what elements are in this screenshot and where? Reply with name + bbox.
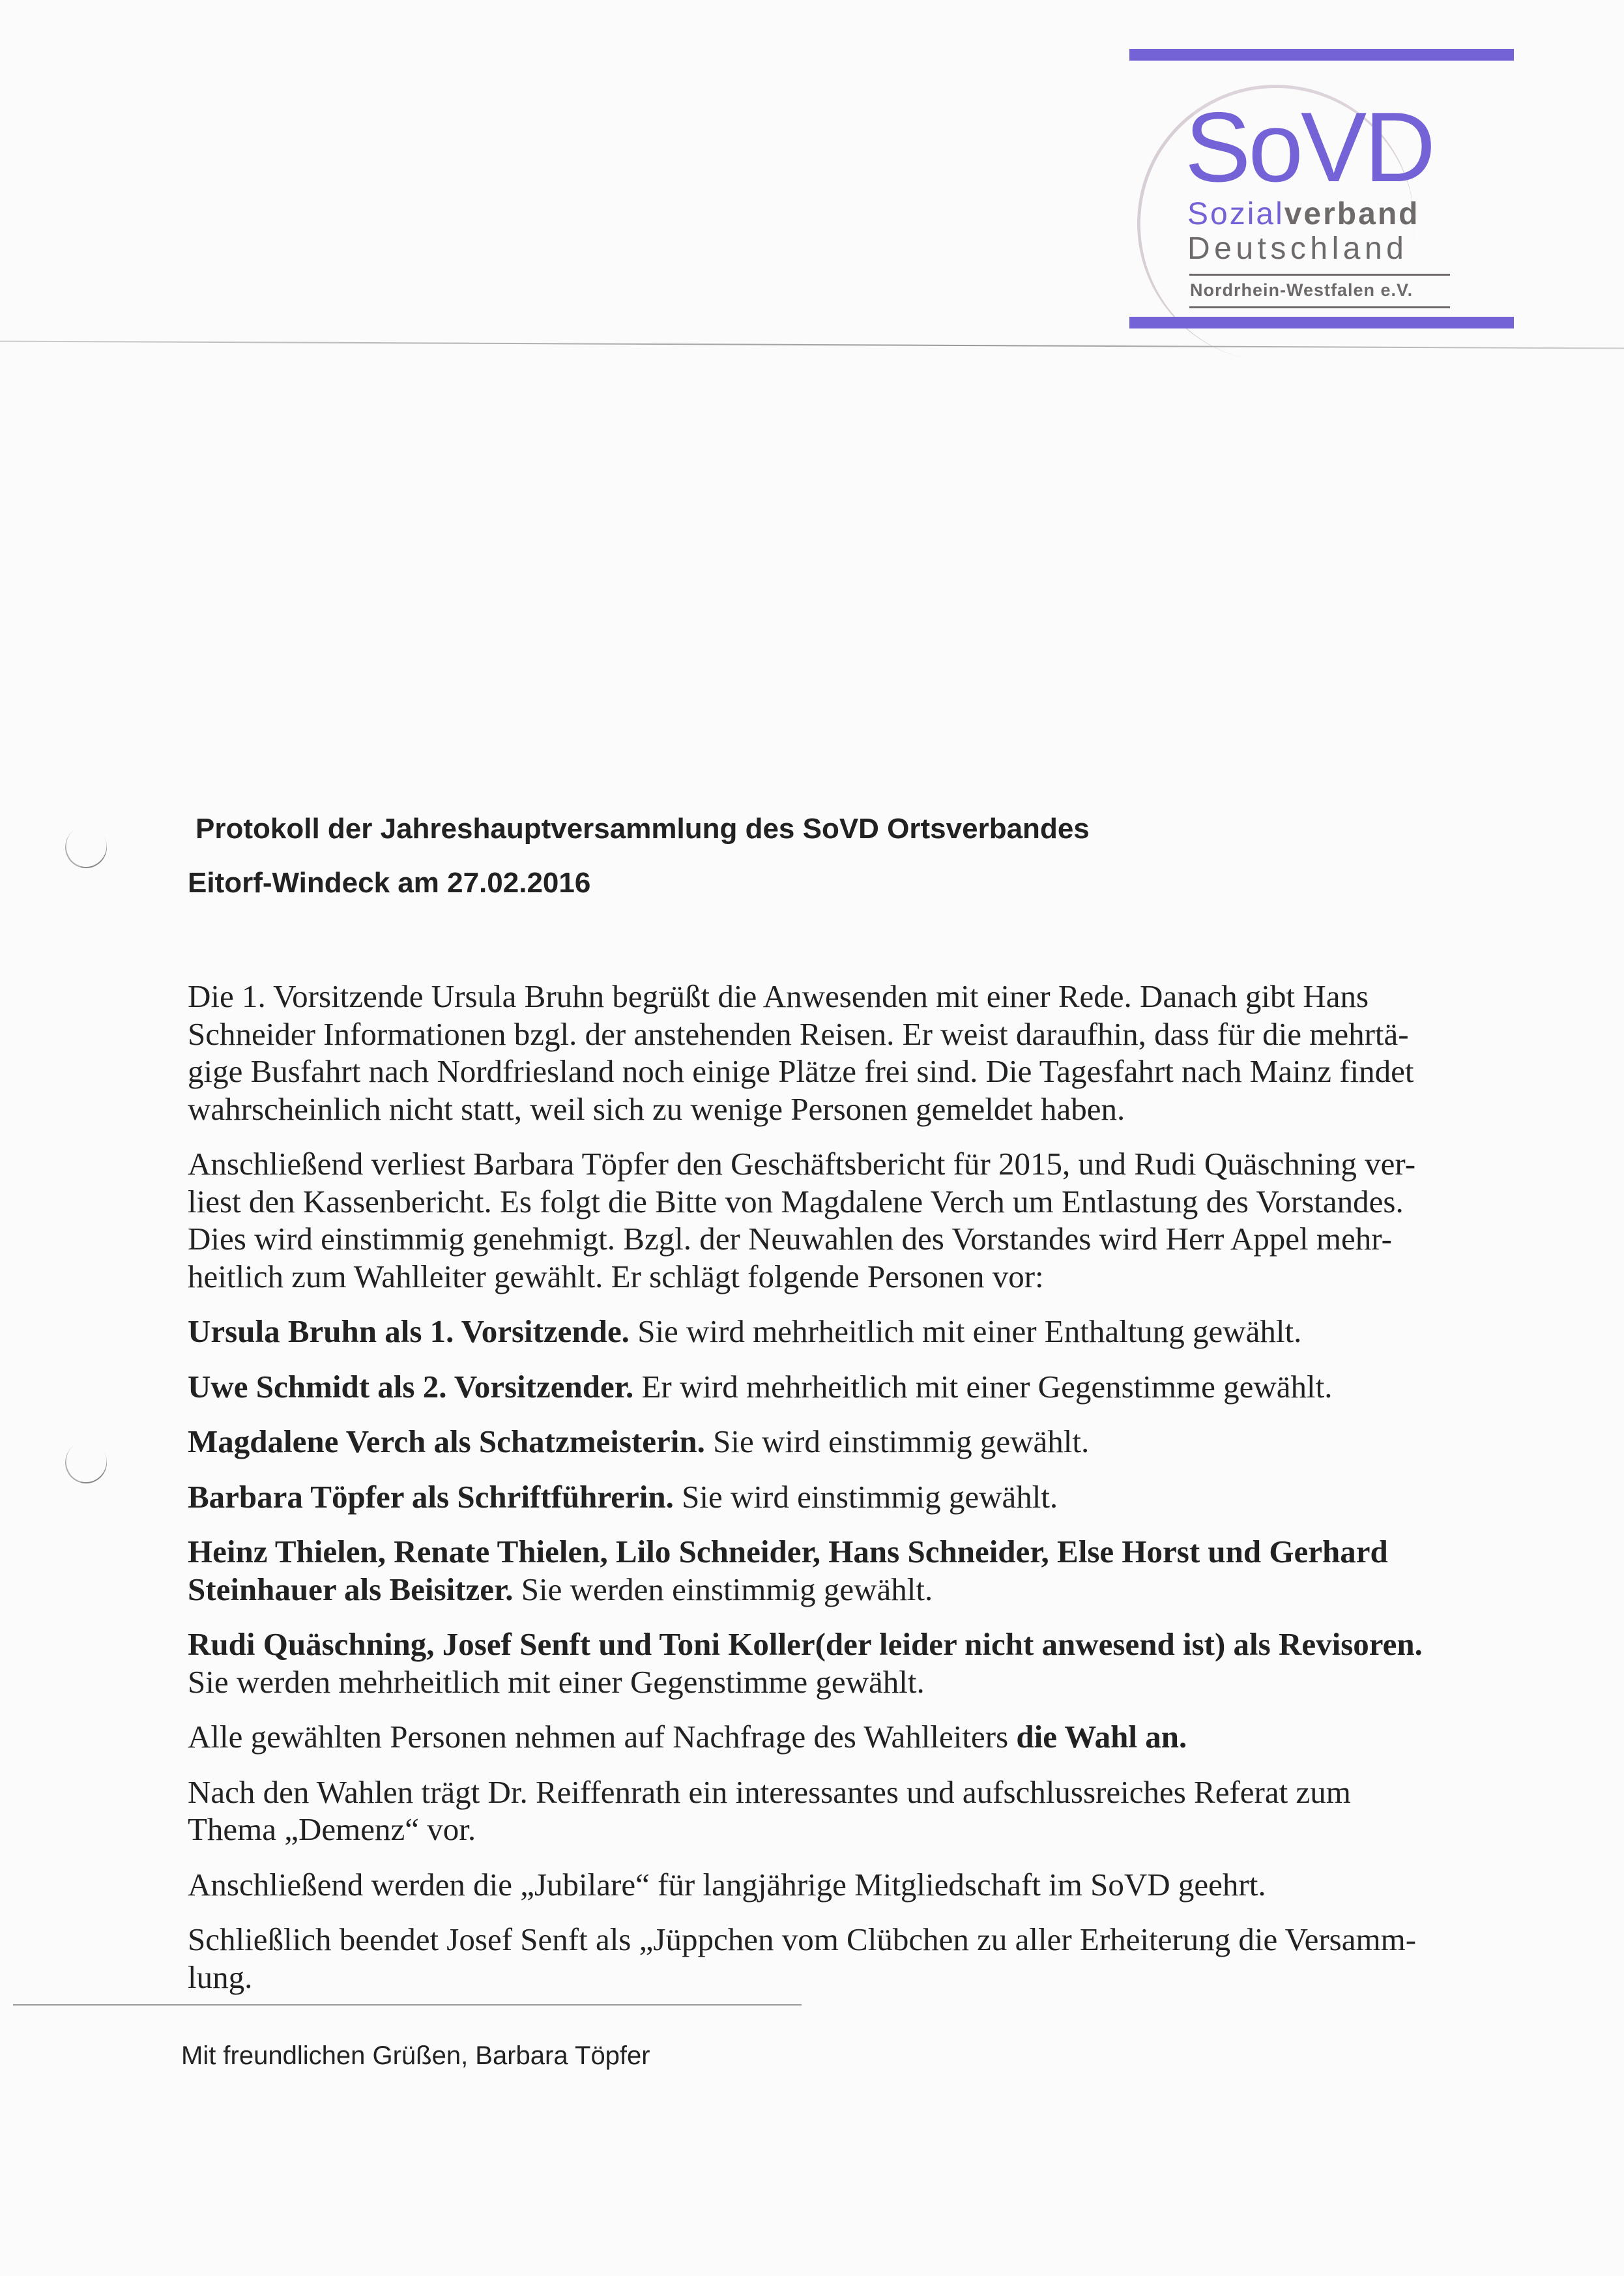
logo-rule-top bbox=[1189, 274, 1450, 276]
paragraph bbox=[188, 1718, 1491, 1756]
punch-hole-mark bbox=[57, 1434, 114, 1491]
text-line bbox=[188, 1773, 1491, 1811]
text: Sie wird einstimmig gewählt. bbox=[704, 1423, 1090, 1459]
text: Sie wird einstimmig gewählt. bbox=[673, 1478, 1058, 1515]
logo-abbreviation: SoVD bbox=[1185, 92, 1434, 203]
bold-text: Steinhauer als Beisitzer. bbox=[188, 1571, 514, 1607]
text-line bbox=[188, 1811, 1491, 1848]
text-line bbox=[188, 1921, 1491, 1959]
logo-top-bar bbox=[1129, 49, 1514, 61]
text: Nach den Wahlen trägt Dr. Reiffenrath ein interessantes und aufschlussreiches Referat zum bbox=[188, 1773, 1351, 1810]
text-line bbox=[188, 1090, 1491, 1128]
text-line bbox=[188, 978, 1491, 1015]
text: Schließlich beendet Josef Senft als „Jüppchen vom Clübchen zu aller Erheiterung die Versamm- bbox=[188, 1921, 1417, 1957]
text-line bbox=[188, 1663, 1491, 1701]
text: Anschließend werden die „Jubilare“ für langjährige Mitgliedschaft im SoVD geehrt. bbox=[188, 1866, 1266, 1903]
text-line bbox=[188, 1368, 1491, 1406]
logo-name-line1 bbox=[1187, 199, 1419, 230]
text-line bbox=[188, 1866, 1491, 1904]
logo-bottom-bar bbox=[1129, 317, 1514, 328]
logo-rule-bottom bbox=[1189, 306, 1450, 308]
text: wahrscheinlich nicht statt, weil sich zu wenige Personen gemeldet haben. bbox=[188, 1090, 1125, 1127]
text-line bbox=[188, 1478, 1491, 1516]
text-line bbox=[188, 1718, 1491, 1756]
paragraph bbox=[188, 1773, 1491, 1848]
paragraph bbox=[188, 1368, 1491, 1406]
text: lung. bbox=[188, 1959, 253, 1995]
text-line bbox=[188, 1423, 1491, 1461]
fold-line bbox=[0, 341, 1624, 349]
document-body bbox=[188, 978, 1491, 2013]
logo-name-line2: Deutschland bbox=[1187, 231, 1408, 266]
text: Alle gewählten Personen nehmen auf Nachfrage des Wahlleiters bbox=[188, 1719, 1017, 1755]
paragraph bbox=[188, 1921, 1491, 1996]
text: Sie werden einstimmig gewählt. bbox=[513, 1571, 933, 1607]
separator-line bbox=[13, 2004, 802, 2006]
text-line bbox=[188, 1145, 1491, 1183]
paragraph bbox=[188, 1533, 1491, 1608]
bold-text: Uwe Schmidt als 2. Vorsitzender. bbox=[188, 1368, 634, 1405]
punch-hole-mark bbox=[57, 819, 114, 875]
bold-text: Ursula Bruhn als 1. Vorsitzende. bbox=[188, 1313, 630, 1349]
signature: Mit freundlichen Grüßen, Barbara Töpfer bbox=[181, 2041, 650, 2070]
text-line bbox=[188, 1183, 1491, 1221]
paragraph bbox=[188, 978, 1491, 1128]
bold-text: Rudi Quäschning, Josef Senft und Toni Koller(der leider nicht anwesend ist) als Revisoren. bbox=[188, 1626, 1423, 1662]
paragraph bbox=[188, 1478, 1491, 1516]
text-line bbox=[188, 1053, 1491, 1090]
document-subtitle: Eitorf-Windeck am 27.02.2016 bbox=[188, 867, 591, 899]
text: Die 1. Vorsitzende Ursula Bruhn begrüßt die Anwesenden mit einer Rede. Danach gibt Hans bbox=[188, 978, 1369, 1014]
logo-name-part2: verband bbox=[1284, 197, 1420, 231]
text: Anschließend verliest Barbara Töpfer den Geschäftsbericht für 2015, und Rudi Quäschning ver- bbox=[188, 1146, 1416, 1182]
text-line bbox=[188, 1533, 1491, 1571]
paragraph bbox=[188, 1866, 1491, 1904]
text-line bbox=[188, 1313, 1491, 1350]
bold-text: die Wahl an. bbox=[1016, 1719, 1187, 1755]
text-line bbox=[188, 1626, 1491, 1663]
text: Er wird mehrheitlich mit einer Gegenstimme gewählt. bbox=[633, 1368, 1333, 1405]
text: Schneider Informationen bzgl. der anstehenden Reisen. Er weist daraufhin, dass für die mehrtä- bbox=[188, 1015, 1409, 1052]
logo-region: Nordrhein-Westfalen e.V. bbox=[1190, 280, 1414, 300]
text: liest den Kassenbericht. Es folgt die Bitte von Magdalene Verch um Entlastung des Vorstandes. bbox=[188, 1183, 1404, 1219]
bold-text: Magdalene Verch als Schatzmeisterin. bbox=[188, 1423, 705, 1459]
text: heitlich zum Wahlleiter gewählt. Er schlägt folgende Personen vor: bbox=[188, 1258, 1044, 1294]
text: gige Busfahrt nach Nordfriesland noch einige Plätze frei sind. Die Tagesfahrt nach Mainz findet bbox=[188, 1053, 1414, 1089]
paragraph bbox=[188, 1313, 1491, 1350]
text-line bbox=[188, 1015, 1491, 1053]
bold-text: Heinz Thielen, Renate Thielen, Lilo Schneider, Hans Schneider, Else Horst und Gerhard bbox=[188, 1534, 1388, 1569]
text: Thema „Demenz“ vor. bbox=[188, 1811, 476, 1847]
document-title: Protokoll der Jahreshauptversammlung des SoVD Ortsverbandes bbox=[196, 813, 1090, 845]
text-line bbox=[188, 1571, 1491, 1609]
text-line bbox=[188, 1258, 1491, 1296]
bold-text: Barbara Töpfer als Schriftführerin. bbox=[188, 1478, 674, 1515]
paragraph bbox=[188, 1626, 1491, 1700]
logo-name-part1: Sozial bbox=[1187, 197, 1284, 231]
paragraph bbox=[188, 1145, 1491, 1295]
text-line bbox=[188, 1220, 1491, 1258]
text-line bbox=[188, 1959, 1491, 1996]
text: Dies wird einstimmig genehmigt. Bzgl. der Neuwahlen des Vorstandes wird Herr Appel mehr- bbox=[188, 1221, 1392, 1257]
paragraph bbox=[188, 1423, 1491, 1461]
text: Sie wird mehrheitlich mit einer Enthaltung gewählt. bbox=[629, 1313, 1302, 1349]
text: Sie werden mehrheitlich mit einer Gegenstimme gewählt. bbox=[188, 1663, 925, 1700]
